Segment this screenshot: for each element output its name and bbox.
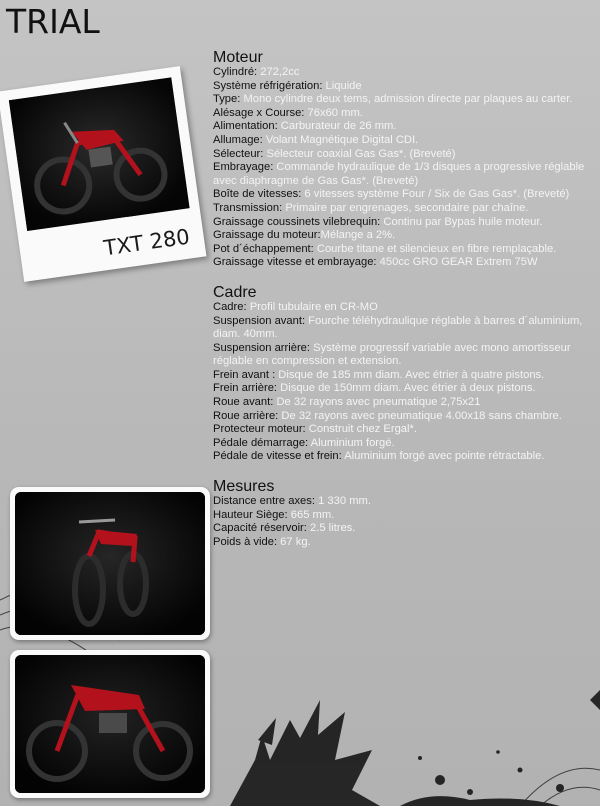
spec-item: Graissage coussinets vilebrequin: Continu par Bypas huile moteur. [213,215,543,228]
spec-item: Cadre: Profil tubulaire en CR-MO [213,300,378,313]
photo-frame-front [10,487,210,640]
motorcycle-photo [15,492,205,635]
spec-item: Frein arrière: Disque de 150mm diam. Avec étrier à deux pistons. [213,382,536,395]
polaroid-caption: TXT 280 [102,224,192,261]
photo-frame-side [10,650,210,798]
spec-list [213,49,588,549]
motorcycle-photo [15,655,205,793]
spec-item: Système réfrigération: Liquide [213,79,362,92]
spec-item: Graissage du moteur:Mélange a 2%. [213,229,396,242]
page-title: TRIAL [6,2,100,41]
spec-item: Protecteur moteur: Construit chez Ergal*. [213,423,417,436]
spec-item: Allumage: Volant Magnétique Digital CDI. [213,133,419,146]
section-title-mesures: Mesures [213,478,275,496]
spec-item: Capacité réservoir: 2.5 litres. [213,522,356,535]
spec-item: Distance entre axes: 1 330 mm. [213,495,371,508]
section-title-cadre: Cadre [213,283,257,301]
spec-item: Pédale démarrage: Aluminium forgé. [213,436,395,449]
spec-item: Graissage vitesse et embrayage: 450cc GRO GEAR Extrem 75W [213,256,538,269]
spec-item: Frein avant : Disque de 185 mm diam. Avec étrier à quatre pistons. [213,368,545,381]
spec-item: Transmission: Primaire par engrenages, secondaire par chaîne. [213,201,529,214]
spec-item: Pot d´échappement: Courbe titane et silencieux en fibre remplaçable. [213,242,557,255]
spec-item: Hauteur Siège: 665 mm. [213,508,335,521]
spec-item: Alésage x Course: 76x60 mm. [213,106,363,119]
spec-item: Poids à vide: 67 kg. [213,535,311,548]
spec-item: Type: Mono cylindre deux tems, admission directe par plaques au carter. [213,93,573,106]
spec-item: Cylindré: 272,2cc [213,66,300,78]
motorcycle-photo [9,77,190,231]
spec-item: Roue avant: De 32 rayons avec pneumatique 2,75x21 [213,396,481,409]
spec-item: Embrayage: Commande hydraulique de 1/3 disques a progressive réglable avec diaphragme de Gas Gas*. (Breveté) [213,161,585,187]
spec-item: Suspension arrière: Système progressif variable avec mono amortisseur réglable en compression et extension. [213,341,571,368]
spec-item: Roue arrière: De 32 rayons avec pneumatique 4.00x18 sans chambre. [213,409,562,422]
spec-item: Suspension avant: Fourche téléhydraulique réglable à barres d´aluminium, diam. 40mm. [213,314,583,341]
spec-item: Alimentation: Carburateur de 26 mm. [213,120,397,133]
polaroid-photo [0,66,206,282]
spec-item: Boîte de vitesses: 6 vitesses système Four / Six de Gas Gas*. (Breveté) [213,188,570,201]
spec-item: Pédale de vitesse et frein: Aluminium forgé avec pointe rétractable. [213,450,545,463]
spec-item: Sélecteur: Sélecteur coaxial Gas Gas*. (Breveté) [213,147,456,160]
section-title-moteur: Moteur [213,49,263,66]
